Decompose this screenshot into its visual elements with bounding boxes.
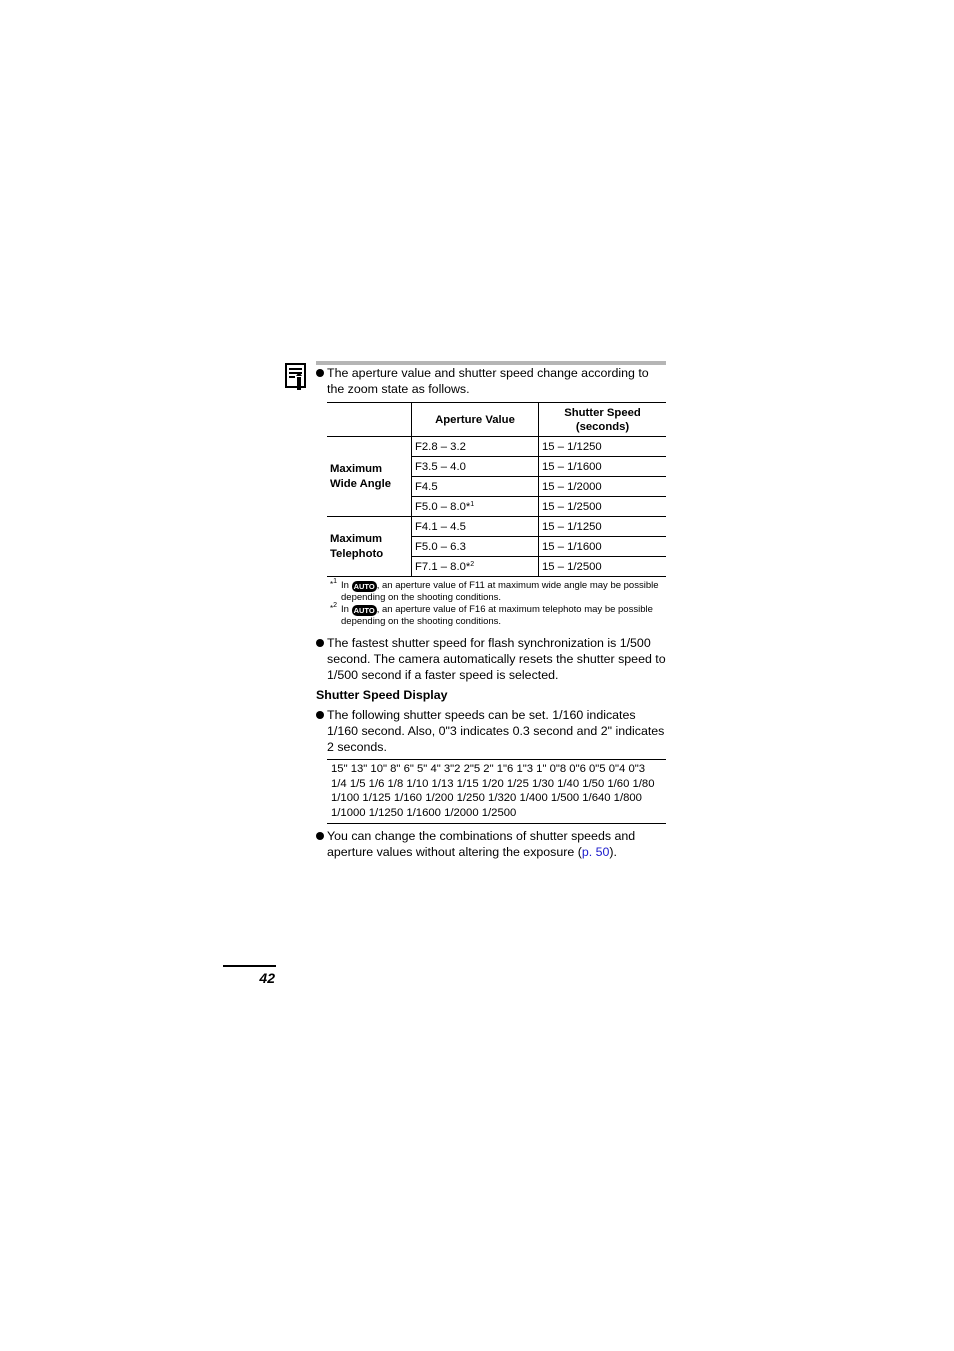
bullet-text: You can change the combinations of shutter speeds and aperture values without altering the exposure (p. 50). — [327, 829, 636, 859]
footnote-2: *$^2$ In AUTO , an aperture value of F16 at maximum telephoto may be possible depending on the shooting conditions. — [330, 602, 653, 627]
main-content — [316, 365, 666, 860]
memo-icon — [285, 363, 307, 392]
bullet-text: The aperture value and shutter speed change according to the zoom state as follows. — [327, 366, 649, 396]
aperture-cell: F4.5 — [412, 477, 539, 497]
bullet-dot — [316, 639, 324, 647]
aperture-cell: F4.1 – 4.5 — [412, 517, 539, 537]
page-number: 42 — [259, 970, 275, 986]
shutter-speed-list: 15" 13" 10" 8" 6" 5" 4" 3"2 2"5 2" 1"6 1"3 1" 0"8 0"6 0"5 0"4 0"3 1/4 1/5 1/6 1/8 1/10 1/13 1/15 1/20 1/25 1/30 1/40 1/50 1/60 1/80 1/100 1/125 1/160 1/200 1/250 1/320 1/400 1/500 1/640 1/800 1/1000 1/1250 1/1600 1/2000 1/2500 — [327, 759, 666, 824]
auto-mode-icon: AUTO — [353, 606, 375, 615]
footnote-ref: 2 — [470, 560, 475, 568]
bullet-text: The fastest shutter speed for flash synchronization is 1/500 second. The camera automatically resets the shutter speed to 1/500 second if a faster speed is selected. — [327, 636, 666, 682]
group-label-tele: Maximum Telephoto — [327, 517, 412, 577]
shutter-cell: 15 – 1/1250 — [539, 517, 667, 537]
page-reference-link[interactable]: p. 50 — [581, 845, 610, 859]
header-shutter: Shutter Speed (seconds) — [539, 403, 667, 437]
section-heading: Shutter Speed Display — [316, 688, 448, 702]
aperture-cell: F3.5 – 4.0 — [412, 457, 539, 477]
aperture-cell: F5.0 – 6.3 — [412, 537, 539, 557]
shutter-cell: 15 – 1/2500 — [539, 557, 667, 577]
shutter-cell: 15 – 1/1250 — [539, 437, 667, 457]
header-aperture: Aperture Value — [412, 403, 539, 437]
aperture-cell: F7.1 – 8.0*$^2$ — [412, 557, 539, 577]
bullet-combinations — [316, 828, 666, 860]
aperture-cell: F5.0 – 8.0*$^1$ — [412, 497, 539, 517]
bullet-text: The following shutter speeds can be set. 1/160 indicates 1/160 second. Also, 0"3 indicates 0.3 second and 2" indicates 2 seconds. — [327, 708, 665, 754]
bullet-zoom-state — [316, 365, 666, 397]
table-footnotes — [330, 580, 666, 628]
bullet-shutter-speeds — [316, 707, 666, 755]
table-corner — [327, 403, 412, 437]
shutter-cell: 15 – 1/2500 — [539, 497, 667, 517]
bullet-dot — [316, 711, 324, 719]
aperture-shutter-table — [327, 402, 666, 577]
group-label-wide: Maximum Wide Angle — [327, 437, 412, 517]
shutter-cell: 15 – 1/2000 — [539, 477, 667, 497]
auto-mode-icon: AUTO — [353, 582, 375, 591]
bullet-flash-sync — [316, 635, 666, 683]
footnote-1: *$^1$ In AUTO , an aperture value of F11 at maximum wide angle may be possible depending on the shooting conditions. — [330, 578, 659, 603]
shutter-cell: 15 – 1/1600 — [539, 457, 667, 477]
aperture-cell: F2.8 – 3.2 — [412, 437, 539, 457]
shutter-cell: 15 – 1/1600 — [539, 537, 667, 557]
bullet-dot — [316, 832, 324, 840]
bullet-dot — [316, 369, 324, 377]
footnote-ref: 1 — [470, 500, 475, 508]
page-number-rule — [223, 965, 276, 967]
